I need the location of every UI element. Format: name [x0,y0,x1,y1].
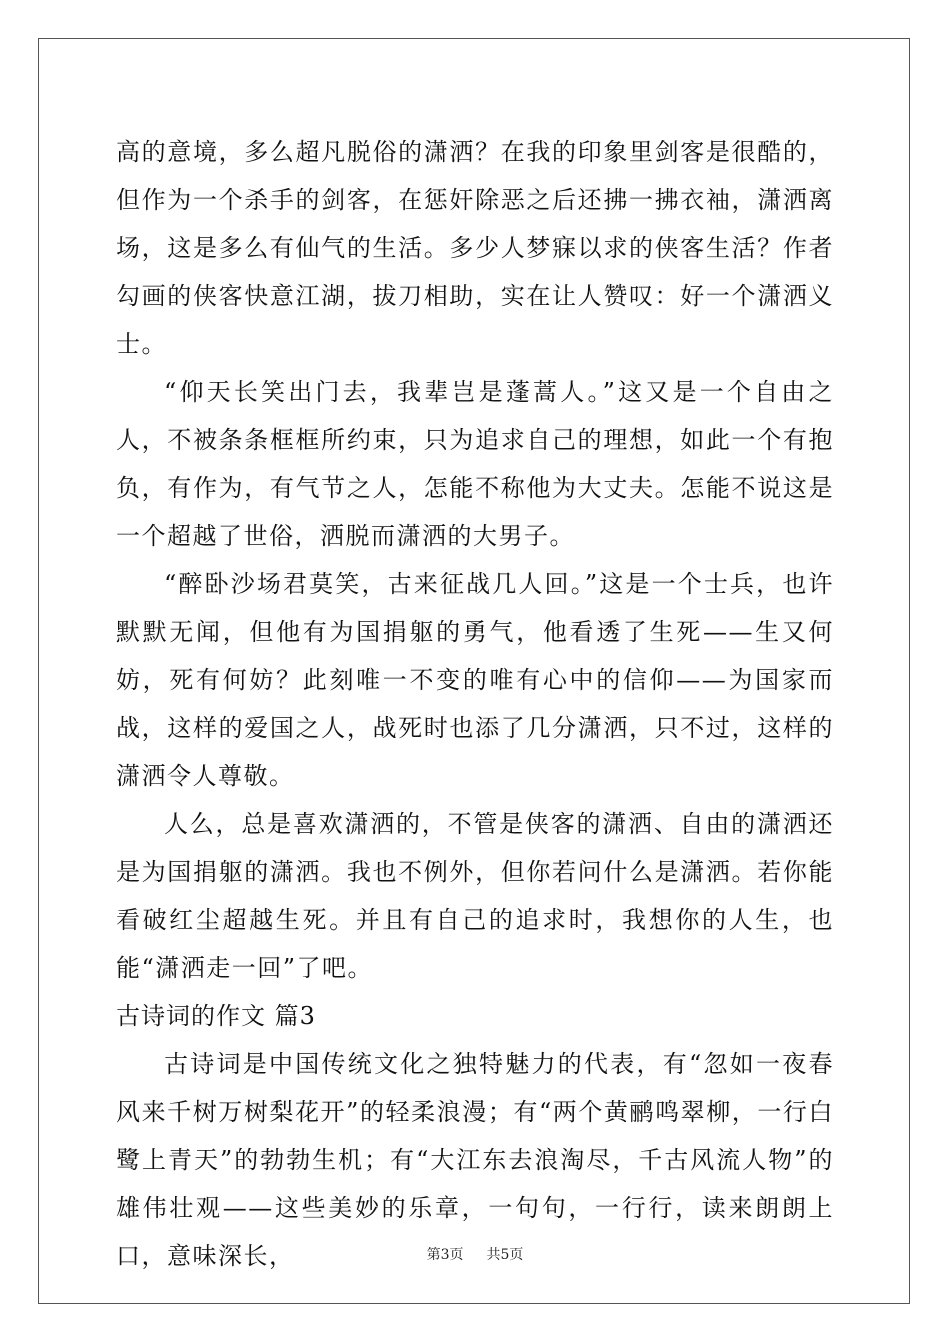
paragraph-3: “醉卧沙场君莫笑，古来征战几人回。”这是一个士兵，也许默默无闻，但他有为国捐躯的勇气，他看透了生死——生又何妨，死有何妨？此刻唯一不变的唯有心中的信仰——为国家而战，这样的爱国之人，战死时也添了几分潇洒，只不过，这样的潇洒令人尊敬。 [116,570,834,790]
paragraph-2: “仰天长笑出门去，我辈岂是蓬蒿人。”这又是一个自由之人，不被条条框框所约束，只为追求自己的理想，如此一个有抱负，有作为，有气节之人，怎能不称他为大丈夫。怎能不说这是一个超越了世俗，洒脱而潇洒的大男子。 [116,378,834,550]
section-heading: 古诗词的作文 篇3 [116,1002,316,1030]
paragraph-4: 人么，总是喜欢潇洒的，不管是侠客的潇洒、自由的潇洒还是为国捐躯的潇洒。我也不例外，但你若问什么是潇洒。若你能看破红尘超越生死。并且有自己的追求时，我想你的人生，也能“潇洒走一回”了吧。 [116,810,834,982]
page-footer [0,1244,950,1264]
document-body [116,128,834,1280]
page-total: 共5页 [486,1247,524,1263]
paragraph-5: 古诗词是中国传统文化之独特魅力的代表，有“忽如一夜春风来千树万树梨花开”的轻柔浪漫；有“两个黄鹂鸣翠柳，一行白鹭上青天”的勃勃生机；有“大江东去浪淘尽，千古风流人物”的雄伟壮观——这些美妙的乐章，一句句，一行行，读来朗朗上口，意味深长， [116,1050,834,1270]
page-number: 第3页 [426,1247,464,1263]
paragraph-1: 高的意境，多么超凡脱俗的潇洒？在我的印象里剑客是很酷的，但作为一个杀手的剑客，在惩奸除恶之后还拂一拂衣袖，潇洒离场，这是多么有仙气的生活。多少人梦寐以求的侠客生活？作者勾画的侠客快意江湖，拔刀相助，实在让人赞叹：好一个潇洒义士。 [116,138,834,358]
